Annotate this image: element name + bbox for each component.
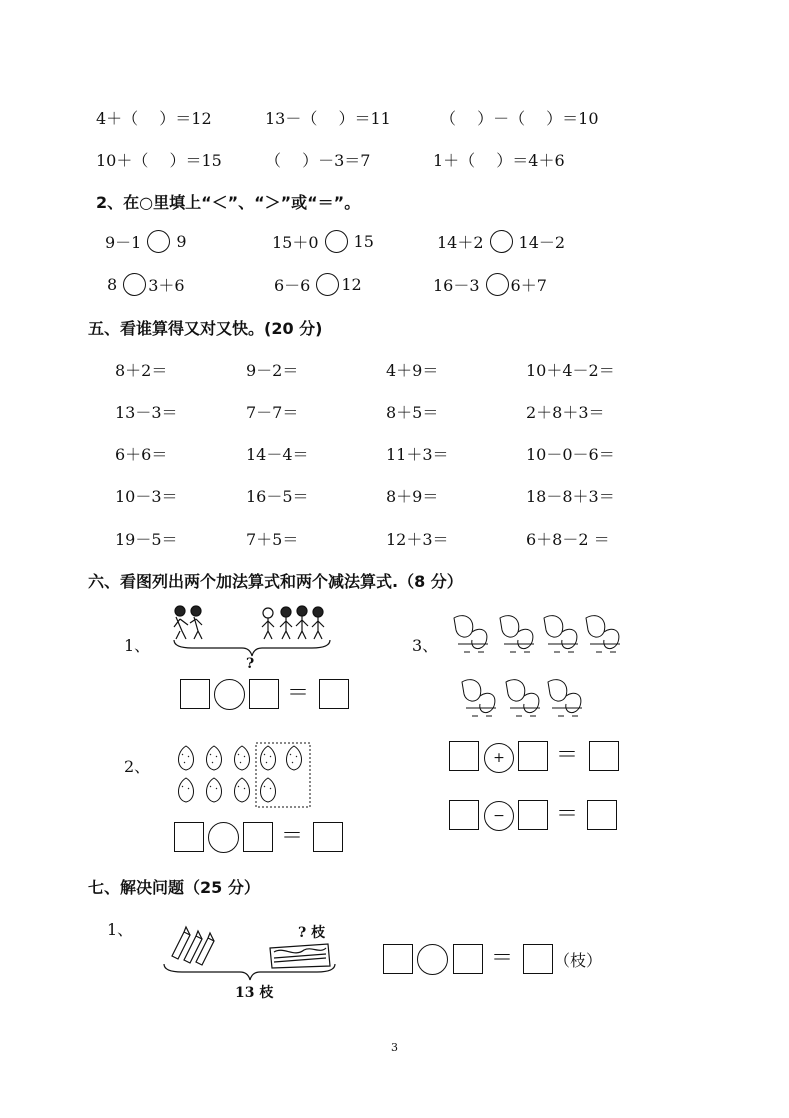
calc-3-4: 10－0－6＝ [526, 445, 615, 464]
calc-1-2: 9－2＝ [246, 361, 299, 380]
operator-circle[interactable] [417, 944, 448, 975]
calc-4-3: 8＋9＝ [386, 487, 439, 506]
compare-left: 9－1 [105, 233, 142, 252]
answer-box[interactable] [449, 741, 479, 771]
answer-box[interactable] [518, 800, 548, 830]
fill-blank-1: 4＋（ ）＝12 [96, 109, 212, 128]
equals-sign: ＝ [556, 802, 579, 827]
operator-circle[interactable] [214, 679, 245, 710]
answer-box[interactable] [243, 822, 273, 852]
question-2-title: 2、在○里填上“＜”、“＞”或“＝”。 [96, 193, 361, 212]
butterfly-icon [450, 612, 622, 722]
compare-left: 8 [107, 275, 118, 294]
question-mark: ? [246, 656, 255, 672]
calc-5-2: 7＋5＝ [246, 530, 299, 549]
calc-2-3: 8＋5＝ [386, 403, 439, 422]
section-7-title: 七、解决问题（25 分） [88, 878, 260, 897]
strawberry-icon [172, 742, 312, 808]
item-1-label: 1、 [107, 920, 134, 939]
page-number: 3 [391, 1041, 398, 1054]
section-5-title: 五、看谁算得又对又快。(20 分) [88, 319, 323, 338]
compare-3 [437, 230, 565, 253]
compare-right: 3＋6 [148, 276, 185, 295]
answer-circle[interactable] [486, 273, 509, 296]
answer-box[interactable] [174, 822, 204, 852]
equals-sign: ＝ [287, 681, 310, 706]
pencil-icon [170, 926, 220, 966]
item-1-label: 1、 [124, 636, 151, 655]
question-count: ? 枝 [298, 925, 326, 941]
calc-5-1: 19－5＝ [115, 530, 178, 549]
answer-box[interactable] [249, 679, 279, 709]
answer-circle[interactable] [490, 230, 513, 253]
answer-box[interactable] [319, 679, 349, 709]
compare-left: 6－6 [274, 276, 311, 295]
answer-circle[interactable] [325, 230, 348, 253]
calc-4-4: 18－8＋3＝ [526, 487, 615, 506]
compare-left: 14＋2 [437, 233, 484, 252]
fill-blank-6: 1＋（ ）＝4＋6 [433, 151, 565, 170]
answer-box[interactable] [449, 800, 479, 830]
fill-blank-3: （ ）－（ ）＝10 [440, 109, 599, 128]
fill-blank-2: 13－（ ）＝11 [265, 109, 391, 128]
compare-6 [433, 273, 547, 296]
item-3-label: 3、 [412, 636, 439, 655]
compare-right: 12 [341, 275, 362, 294]
item-2-label: 2、 [124, 757, 151, 776]
calc-1-3: 4＋9＝ [386, 361, 439, 380]
compare-2 [272, 230, 374, 253]
answer-box[interactable] [589, 741, 619, 771]
compare-right: 9 [176, 232, 187, 251]
compare-right: 6＋7 [510, 276, 547, 295]
total-count: 13 枝 [235, 985, 274, 1001]
compare-right: 15 [353, 232, 374, 251]
compare-4 [107, 273, 185, 296]
operator-circle[interactable] [208, 822, 239, 853]
fill-blank-5: （ ）－3＝7 [265, 151, 371, 170]
equals-sign: ＝ [281, 824, 304, 849]
calc-2-2: 7－7＝ [246, 403, 299, 422]
compare-left: 15＋0 [272, 233, 319, 252]
calc-1-4: 10＋4－2＝ [526, 361, 615, 380]
calc-4-1: 10－3＝ [115, 487, 178, 506]
answer-box[interactable] [453, 944, 483, 974]
section-6-title: 六、看图列出两个加法算式和两个减法算式.（8 分） [88, 572, 463, 591]
unit-label: （枝） [554, 951, 603, 970]
answer-circle[interactable] [147, 230, 170, 253]
calc-3-2: 14－4＝ [246, 445, 309, 464]
total-brace [162, 962, 337, 982]
answer-box[interactable] [180, 679, 210, 709]
plus-circle[interactable]: + [484, 743, 514, 773]
calc-4-2: 16－5＝ [246, 487, 309, 506]
calc-5-3: 12＋3＝ [386, 530, 449, 549]
answer-circle[interactable] [316, 273, 339, 296]
answer-box[interactable] [518, 741, 548, 771]
calc-2-4: 2＋8＋3＝ [526, 403, 605, 422]
calc-1-1: 8＋2＝ [115, 361, 168, 380]
equals-sign: ＝ [556, 743, 579, 768]
answer-box[interactable] [523, 944, 553, 974]
calc-5-4: 6＋8－2 ＝ [526, 530, 610, 549]
fill-blank-4: 10＋（ ）＝15 [96, 151, 222, 170]
compare-5 [274, 273, 362, 296]
compare-left: 16－3 [433, 276, 480, 295]
answer-circle[interactable] [123, 273, 146, 296]
calc-3-1: 6＋6＝ [115, 445, 168, 464]
answer-box[interactable] [383, 944, 413, 974]
answer-box[interactable] [587, 800, 617, 830]
calc-3-3: 11＋3＝ [386, 445, 449, 464]
calc-2-1: 13－3＝ [115, 403, 178, 422]
compare-1 [105, 230, 187, 253]
equals-sign: ＝ [491, 946, 514, 971]
answer-box[interactable] [313, 822, 343, 852]
children-icon [170, 603, 340, 643]
minus-circle[interactable]: − [484, 801, 514, 831]
compare-right: 14－2 [518, 233, 566, 252]
